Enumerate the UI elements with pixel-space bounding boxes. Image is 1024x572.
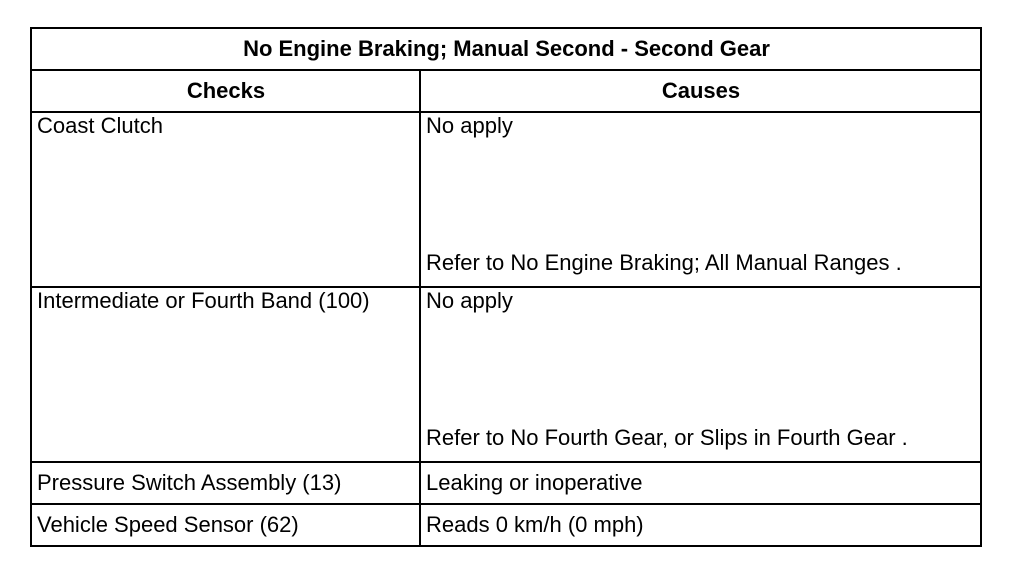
cause-text: No apply: [426, 288, 513, 313]
title-row: [31, 28, 981, 70]
table-row: [31, 462, 981, 504]
column-header-causes: Causes: [420, 70, 981, 112]
check-text: Coast Clutch: [37, 113, 163, 138]
cause-text: No apply: [426, 113, 513, 138]
table-row: [31, 112, 981, 287]
diagnostic-table: [30, 27, 982, 547]
check-cell: [31, 287, 420, 462]
table-row: [31, 287, 981, 462]
check-cell: [31, 112, 420, 287]
header-row: [31, 70, 981, 112]
cause-cell: [420, 112, 981, 287]
table-title: No Engine Braking; Manual Second - Second Gear: [31, 28, 981, 70]
check-cell: Vehicle Speed Sensor (62): [31, 504, 420, 546]
cause-cell: Leaking or inoperative: [420, 462, 981, 504]
cause-reference: Refer to No Fourth Gear, or Slips in Fourth Gear .: [426, 425, 908, 450]
column-header-checks: Checks: [31, 70, 420, 112]
cause-cell: [420, 287, 981, 462]
cause-reference: Refer to No Engine Braking; All Manual Ranges .: [426, 250, 902, 275]
check-cell: Pressure Switch Assembly (13): [31, 462, 420, 504]
check-text: Intermediate or Fourth Band (100): [37, 288, 370, 313]
table-row: [31, 504, 981, 546]
cause-cell: Reads 0 km/h (0 mph): [420, 504, 981, 546]
